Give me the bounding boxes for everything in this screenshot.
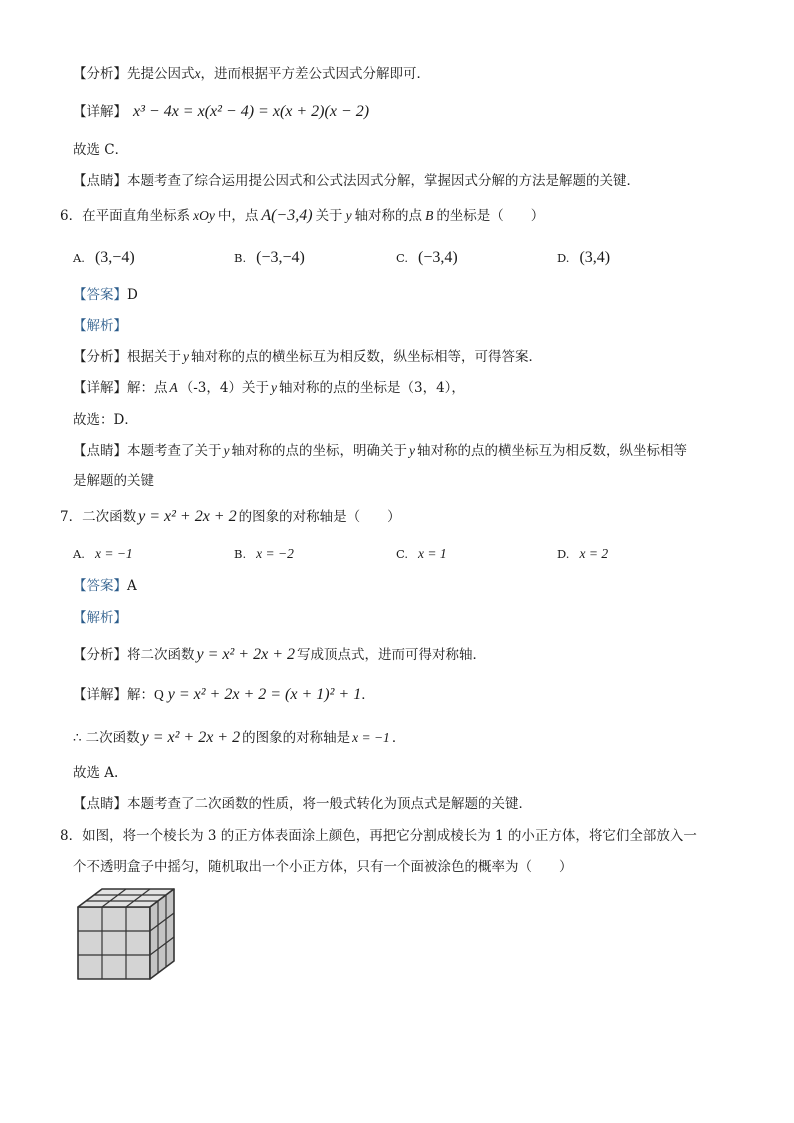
q5-analysis (73, 64, 430, 84)
q6-option-a[interactable]: A. (3,−4) (73, 249, 135, 266)
stem-text-e: 的坐标是（ ） (436, 208, 545, 224)
comment-text-b: 轴对称的点的坐标，明确关于 (231, 443, 407, 459)
therefore-symbol: ∴ (73, 730, 82, 745)
q7-option-d[interactable]: D. x = 2 (557, 546, 609, 561)
analysis-text-a: 先提公因式 (127, 66, 195, 82)
comment-text: 本题考查了二次函数的性质，将一般式转化为顶点式是解题的关键． (127, 796, 532, 812)
stem-text-c: 关于 (315, 208, 343, 224)
stem-function: y = x² + 2x + 2 (138, 508, 237, 525)
analysis-text-a: 将二次函数 (127, 647, 195, 663)
detail-text-a: 解：点 (127, 380, 168, 396)
therefore-function: y = x² + 2x + 2 (141, 729, 241, 746)
comment-text: 本题考查了综合运用提公因式和公式法因式分解，掌握因式分解的方法是解题的关键． (127, 173, 640, 189)
stem-point: A(−3,4) (261, 207, 313, 224)
analysis-var: x (194, 66, 201, 81)
q7-comment (73, 794, 532, 814)
answer-tag: 【答案】 (73, 578, 127, 594)
q7-option-b[interactable]: B. x = −2 (234, 546, 294, 561)
therefore-text-a: 二次函数 (85, 730, 140, 746)
detail-y: y (271, 380, 277, 395)
jiexi-tag: 【解析】 (73, 318, 127, 334)
analysis-tag: 【分析】 (73, 647, 127, 663)
q7-detail (73, 685, 375, 705)
analysis-tag: 【分析】 (73, 66, 127, 82)
detail-tag: 【详解】 (73, 687, 127, 703)
comment-y2: y (409, 443, 415, 458)
jiexi-tag: 【解析】 (73, 610, 127, 626)
q5-detail (73, 102, 369, 122)
detail-end: ． (361, 687, 375, 703)
q7-answer (73, 576, 137, 596)
stem-text-b: 的图象的对称轴是（ ） (238, 509, 401, 525)
stem-y: y (345, 208, 352, 223)
q6-option-c[interactable]: C. (−3,4) (396, 249, 458, 266)
therefore-end: ． (391, 730, 406, 746)
detail-text-c: 轴对称的点的坐标是（3，4）， (279, 380, 465, 396)
analysis-text-a: 根据关于 (127, 349, 181, 365)
stem-axis: xOy (193, 208, 215, 223)
analysis-y: y (183, 349, 189, 364)
q5-choose: 故选 C． (73, 142, 129, 158)
q8-stem-line1: 8．如图，将一个棱长为 3 的正方体表面涂上颜色，再把它分割成棱长为 1 的小正方体，将它们全部放入一 (60, 828, 697, 844)
stem-text-a: 7．二次函数 (60, 509, 137, 525)
q7-stem (60, 507, 401, 527)
stem-text-a: 6．在平面直角坐标系 (60, 208, 191, 224)
q6-comment-cont: 是解题的关键 (73, 473, 154, 489)
q7-jiexi (73, 608, 127, 628)
comment-tag: 【点睛】 (73, 443, 127, 459)
detail-A: A (169, 380, 178, 395)
detail-tag: 【详解】 (73, 380, 127, 396)
q6-jiexi (73, 316, 127, 336)
comment-y1: y (223, 443, 230, 458)
therefore-text-b: 的图象的对称轴是 (242, 730, 351, 746)
answer-value: A (127, 578, 137, 594)
detail-text-b: （-3，4）关于 (179, 380, 269, 396)
q6-detail (73, 378, 465, 398)
q6-option-d[interactable]: D. (3,4) (557, 249, 611, 266)
stem-text-d: 轴对称的点 (354, 208, 423, 224)
q8-stem-line2: 个不透明盒子中摇匀，随机取出一个小正方体，只有一个面被涂色的概率为（ ） (73, 859, 573, 875)
cube-figure (74, 885, 188, 983)
q7-analysis (73, 645, 486, 665)
answer-tag: 【答案】 (73, 287, 127, 303)
q6-choose: 故选：D． (73, 412, 138, 428)
analysis-text-b: 轴对称的点的横坐标互为相反数，纵坐标相等，可得答案． (191, 349, 542, 365)
analysis-text-b: 写成顶点式，进而可得对称轴． (297, 647, 486, 663)
q7-option-a[interactable]: A. x = −1 (73, 546, 133, 561)
q7-choose: 故选 A. (73, 765, 119, 781)
answer-value: D (127, 287, 138, 303)
cube-front-face (78, 907, 150, 979)
analysis-text-b: ，进而根据平方差公式因式分解即可． (200, 66, 430, 82)
comment-text-a: 本题考查了关于 (127, 443, 222, 459)
comment-tag: 【点睛】 (73, 173, 127, 189)
q6-stem (60, 206, 544, 226)
detail-formula: x³ − 4x = x(x² − 4) = x(x + 2)(x − 2) (133, 103, 370, 120)
q6-option-b[interactable]: B. (−3,−4) (234, 249, 305, 266)
detail-formula: y = x² + 2x + 2 = (x + 1)² + 1 (167, 686, 362, 703)
because-symbol: Q (154, 687, 164, 702)
detail-tag: 【详解】 (73, 104, 127, 120)
q6-comment (73, 441, 687, 461)
analysis-function: y = x² + 2x + 2 (196, 646, 295, 663)
q5-comment (73, 171, 640, 191)
comment-text-c: 轴对称的点的横坐标互为相反数，纵坐标相等 (417, 443, 687, 459)
comment-tag: 【点睛】 (73, 796, 127, 812)
stem-B: B (425, 208, 434, 223)
q7-option-c[interactable]: C. x = 1 (396, 546, 447, 561)
therefore-answer: x = −1 (352, 730, 390, 745)
detail-text-a: 解： (127, 687, 154, 703)
q7-therefore (73, 728, 405, 748)
q6-answer (73, 285, 138, 305)
q6-analysis (73, 347, 542, 367)
stem-text-b: 中，点 (217, 208, 259, 224)
analysis-tag: 【分析】 (73, 349, 127, 365)
